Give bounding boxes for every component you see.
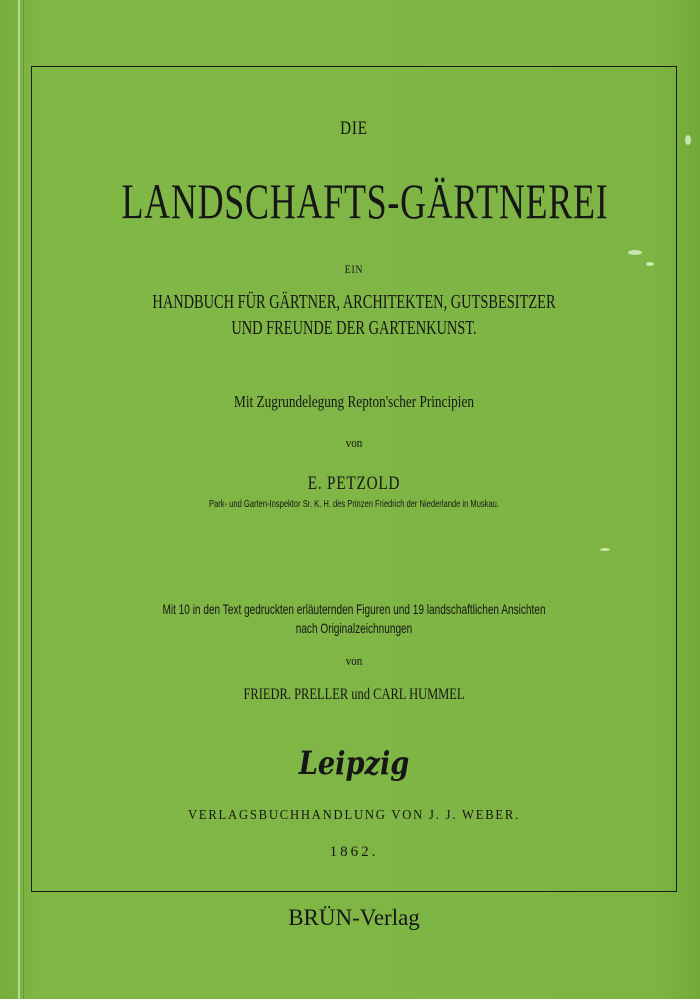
- figures-line-1: Mit 10 in den Text gedruckten erläuternden Figuren und 19 landschaftlichen Ansichten: [162, 601, 546, 617]
- figures-line-2: nach Originalzeichnungen: [295, 620, 413, 636]
- illustrators-by-label: von: [345, 653, 363, 668]
- subtitle-intro: EIN: [344, 262, 364, 276]
- spine-shadow: [23, 0, 24, 999]
- wear-mark: [685, 135, 691, 145]
- illustrators: FRIEDR. PRELLER und CARL HUMMEL: [243, 686, 465, 703]
- wear-mark: [646, 262, 654, 266]
- principles-line: Mit Zugrundelegung Repton'scher Principien: [234, 392, 474, 411]
- title-article: DIE: [340, 118, 368, 139]
- publication-year: 1862.: [329, 844, 379, 860]
- book-title: LANDSCHAFTS-GÄRTNEREI: [121, 173, 609, 229]
- original-publisher: VERLAGSBUCHHANDLUNG VON J. J. WEBER.: [187, 808, 521, 823]
- author-name: E. PETZOLD: [307, 473, 401, 494]
- reprint-publisher: BRÜN-Verlag: [288, 905, 420, 930]
- by-label: von: [345, 435, 363, 450]
- wear-mark: [600, 548, 610, 551]
- publication-city: Leipzig: [298, 744, 410, 782]
- wear-mark: [628, 250, 642, 255]
- author-description: Park- und Garten-Inspektor Sr. K. H. des Prinzen Friedrich der Niederlande in Muskau.: [209, 498, 499, 510]
- spine-crease: [18, 0, 20, 999]
- subtitle-line-2: UND FREUNDE DER GARTENKUNST.: [231, 317, 477, 339]
- subtitle-line-1: HANDBUCH FÜR GÄRTNER, ARCHITEKTEN, GUTSBESITZER: [152, 291, 556, 313]
